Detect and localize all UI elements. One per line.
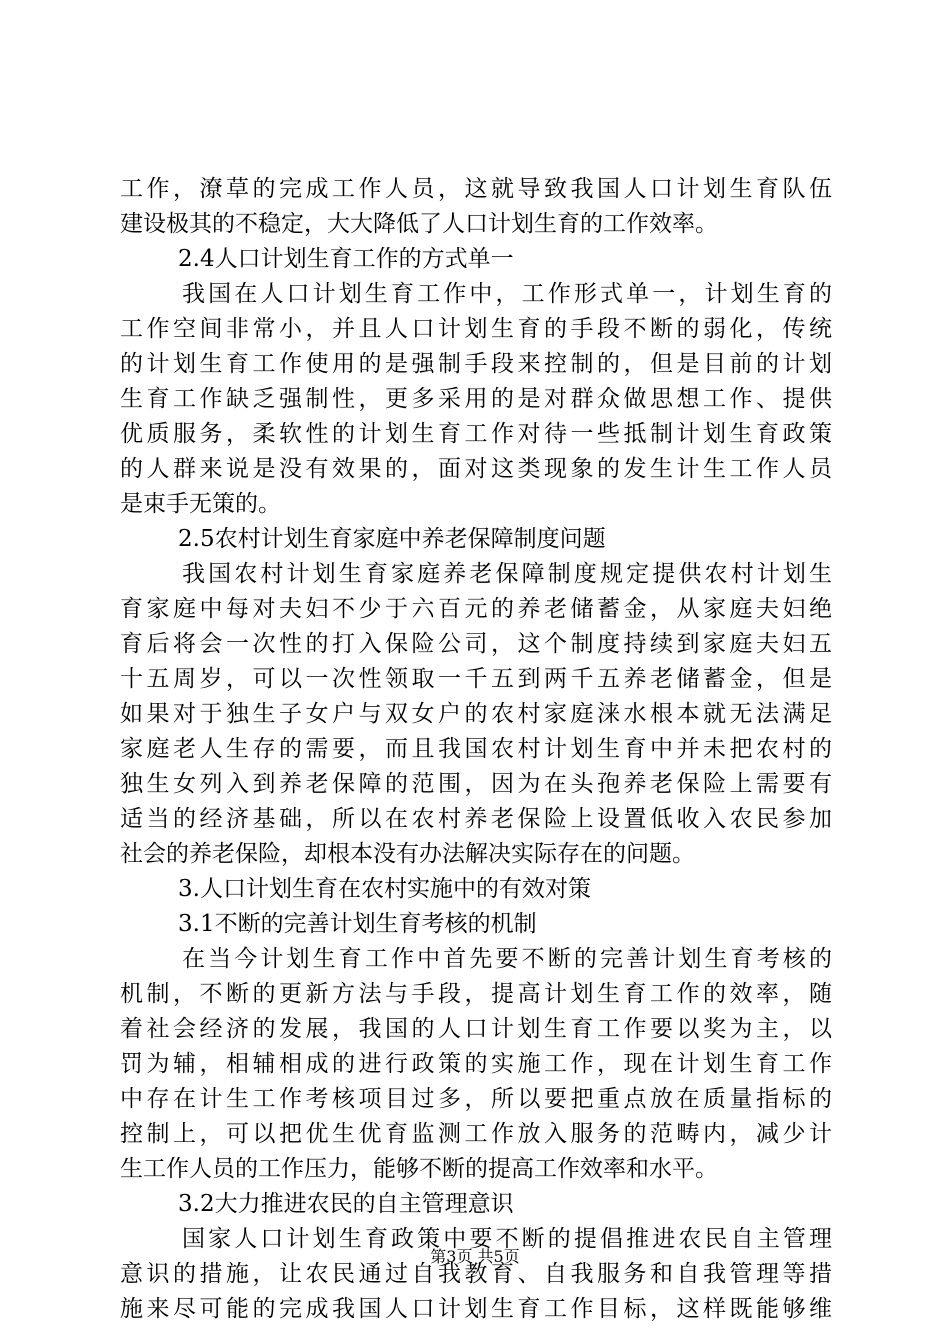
text-line: 是束手无策的。 [120,491,281,517]
section-heading: 3.2大力推进农民的自主管理意识 [178,1191,514,1217]
text-line: 生育工作缺乏强制性，更多采用的是对群众做思想工作、提供 [120,386,832,412]
text-line: 在当今计划生育工作中首先要不断的完善计划生育考核的 [182,946,832,972]
text-line: 国家人口计划生育政策中要不断的提倡推进农民自主管理 [182,1226,832,1252]
text-line: 工作空间非常小，并且人口计划生育的手段不断的弱化，传统 [120,316,832,342]
text-line: 育后将会一次性的打入保险公司，这个制度持续到家庭夫妇五 [120,631,832,657]
text-line: 适当的经济基础，所以在农村养老保险上设置低收入农民参加 [120,806,832,832]
text-line: 我国在人口计划生育工作中，工作形式单一，计划生育的 [182,281,832,307]
text-line: 建设极其的不稳定，大大降低了人口计划生育的工作效率。 [120,211,718,237]
text-line: 我国农村计划生育家庭养老保障制度规定提供农村计划生 [182,561,832,587]
section-heading: 2.4人口计划生育工作的方式单一 [178,246,514,272]
text-line: 着社会经济的发展，我国的人口计划生育工作要以奖为主，以 [120,1016,832,1042]
page-footer: 第3页 共5页 [430,1247,520,1266]
text-line: 十五周岁，可以一次性领取一千五到两千五养老储蓄金，但是 [120,666,832,692]
text-line: 机制，不断的更新方法与手段，提高计划生育工作的效率，随 [120,981,832,1007]
text-line: 如果对于独生子女户与双女户的农村家庭涞水根本就无法满足 [120,701,832,727]
text-line: 罚为辅，相辅相成的进行政策的实施工作，现在计划生育工作 [120,1051,832,1077]
text-line: 社会的养老保险，却根本没有办法解决实际存在的问题。 [120,841,695,867]
text-line: 中存在计生工作考核项目过多，所以要把重点放在质量指标的 [120,1086,832,1112]
text-line: 生工作人员的工作压力，能够不断的提高工作效率和水平。 [120,1156,718,1182]
text-line: 意识的措施，让农民通过自我教育、自我服务和自我管理等措 [120,1261,832,1287]
text-line: 控制上，可以把优生优育监测工作放入服务的范畴内，减少计 [120,1121,832,1147]
section-heading: 3.人口计划生育在农村实施中的有效对策 [178,876,591,902]
text-line: 育家庭中每对夫妇不少于六百元的养老储蓄金，从家庭夫妇绝 [120,596,832,622]
section-heading: 2.5农村计划生育家庭中养老保障制度问题 [178,526,606,552]
text-line: 的计划生育工作使用的是强制手段来控制的，但是目前的计划 [120,351,832,377]
text-line: 工作，潦草的完成工作人员，这就导致我国人口计划生育队伍 [120,176,832,202]
text-line: 施来尽可能的完成我国人口计划生育工作目标，这样既能够维 [120,1296,832,1322]
text-line: 优质服务，柔软性的计划生育工作对待一些抵制计划生育政策 [120,421,832,447]
text-line: 独生女列入到养老保障的范围，因为在头孢养老保险上需要有 [120,771,832,797]
document-body [120,172,832,1327]
text-line: 的人群来说是没有效果的，面对这类现象的发生计生工作人员 [120,456,832,482]
text-line: 家庭老人生存的需要，而且我国农村计划生育中并未把农村的 [120,736,832,762]
section-heading: 3.1不断的完善计划生育考核的机制 [178,911,537,937]
